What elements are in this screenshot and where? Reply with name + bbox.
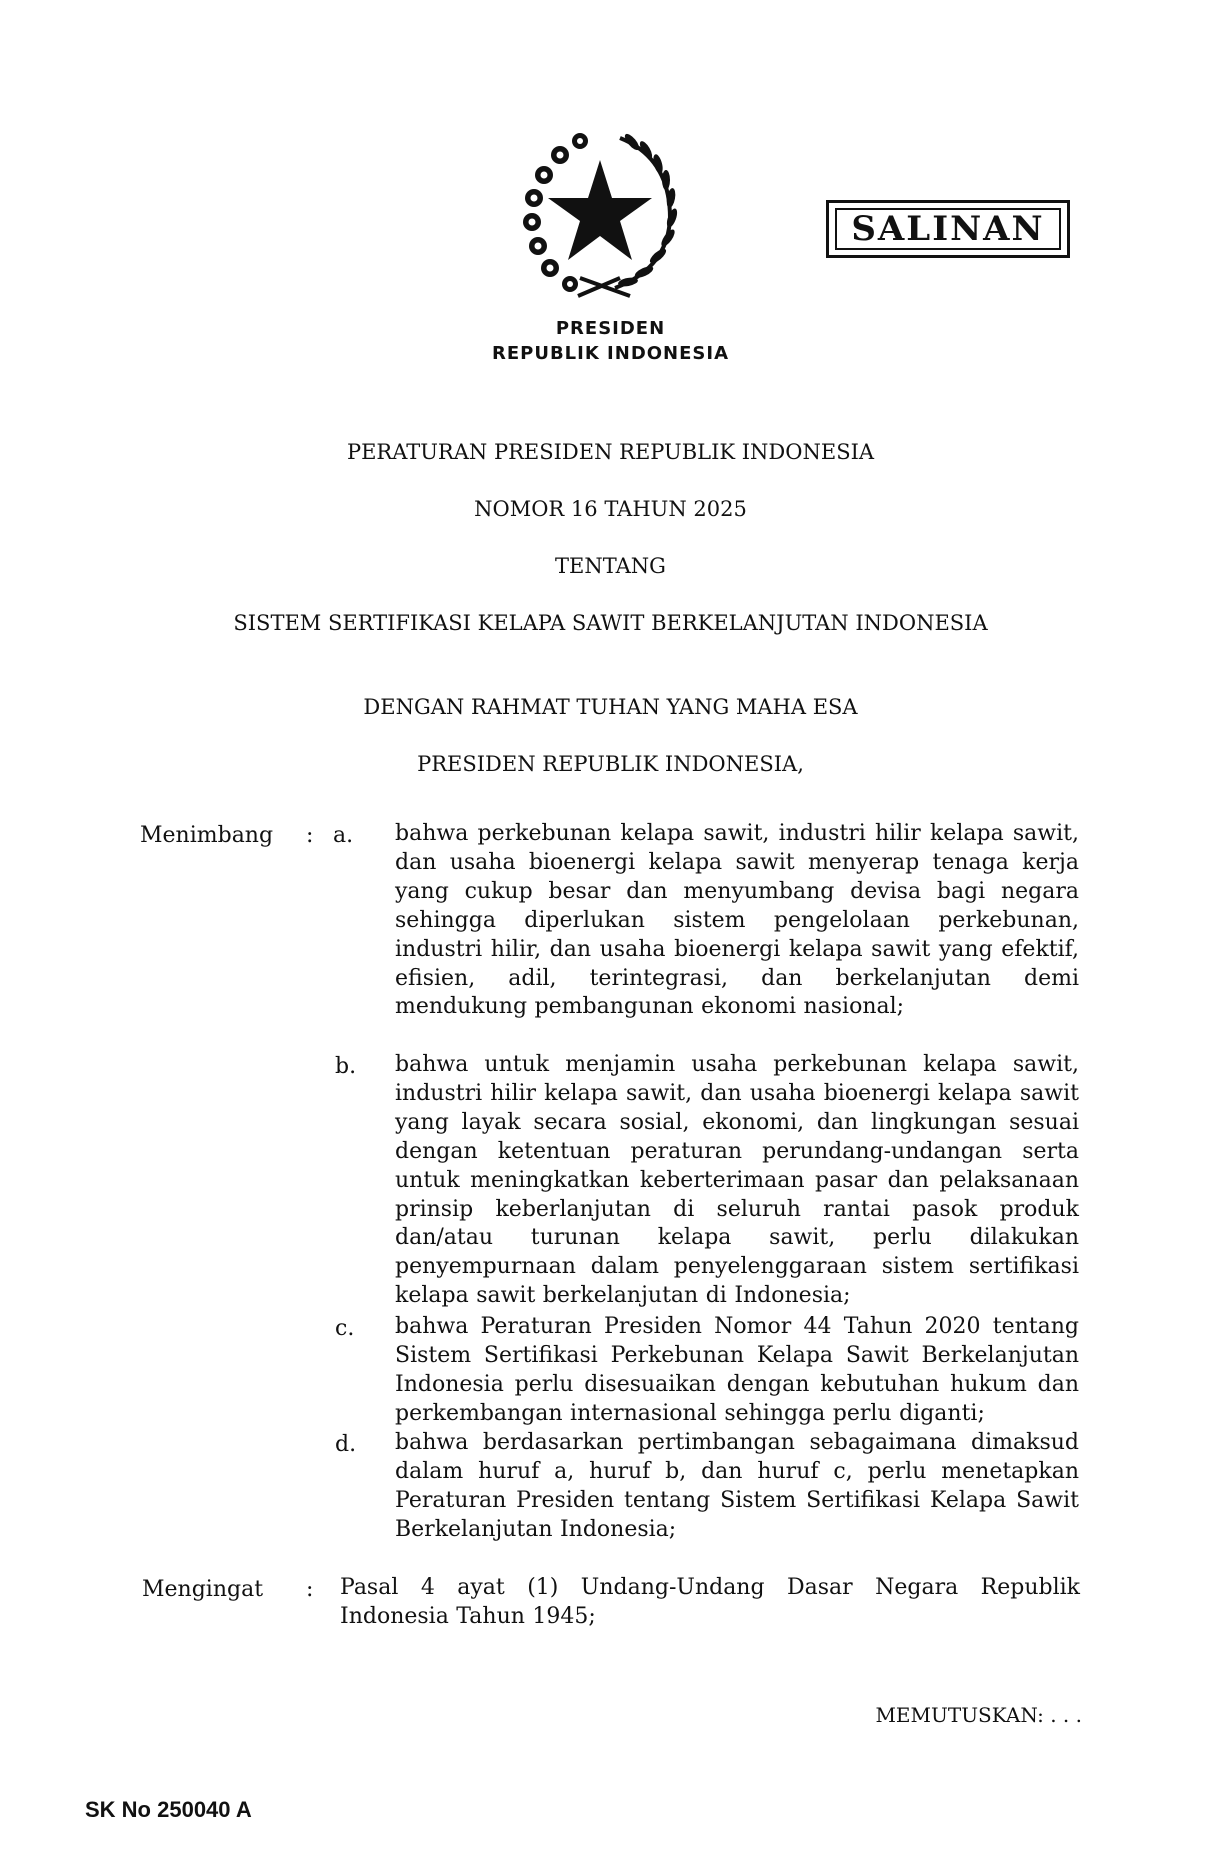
- item-b-text: bahwa untuk menjamin usaha perkebunan kelapa sawit, industri hilir kelapa sawit, dan usaha bioenergi kelapa sawit yang layak secara sosial, ekonomi, dan lingkungan sesuai dengan ketentuan peraturan perundang-undangan serta untuk meningkatkan keberterimaan pasar dan pelaksanaan prinsip keberlanjutan di seluruh rantai pasok produk dan/atau turunan kelapa sawit, perlu dilakukan penyempurnaan dalam penyelenggaraan sistem sertifikasi kelapa sawit berkelanjutan di Indonesia;: [395, 1052, 1079, 1309]
- mengingat-label: Mengingat: [142, 1577, 264, 1602]
- document-title: PERATURAN PRESIDEN REPUBLIK INDONESIA: [346, 440, 875, 464]
- item-a-letter: a.: [333, 823, 354, 848]
- continuation-marker: MEMUTUSKAN: . . .: [875, 1703, 1082, 1727]
- menimbang-label: Menimbang: [140, 823, 274, 848]
- divine-invocation: DENGAN RAHMAT TUHAN YANG MAHA ESA: [363, 695, 858, 719]
- seal-republik-indonesia: REPUBLIK INDONESIA: [491, 343, 730, 364]
- menimbang-colon: :: [306, 823, 314, 848]
- document-tentang: TENTANG: [555, 554, 666, 578]
- item-a-text: bahwa perkebunan kelapa sawit, industri hilir kelapa sawit, dan usaha bioenergi kelapa sawit menyerap tenaga kerja yang cukup besar dan menyumbang devisa bagi negara sehingga diperlukan sistem pengelolaan perkebunan, industri hilir, dan usaha bioenergi kelapa sawit yang efektif, efisien, adil, terintegrasi, dan berkelanjutan demi mendukung pembangunan ekonomi nasional;: [395, 821, 1079, 1020]
- presidential-emblem-icon: [520, 128, 680, 300]
- seal-presiden: PRESIDEN: [555, 318, 666, 339]
- item-c-text: bahwa Peraturan Presiden Nomor 44 Tahun 2020 tentang Sistem Sertifikasi Perkebunan Kelapa Sawit Berkelanjutan Indonesia perlu disesuaikan dengan kebutuhan hukum dan perkembangan internasional sehingga perlu diganti;: [395, 1314, 1079, 1426]
- document-number: NOMOR 16 TAHUN 2025: [474, 497, 747, 521]
- issuer-line: PRESIDEN REPUBLIK INDONESIA,: [417, 752, 804, 776]
- item-d-text: bahwa berdasarkan pertimbangan sebagaimana dimaksud dalam huruf a, huruf b, dan huruf c, perlu menetapkan Peraturan Presiden tentang Sistem Sertifikasi Kelapa Sawit Berkelanjutan Indonesia;: [395, 1430, 1079, 1542]
- sk-number: SK No 250040 A: [85, 1797, 252, 1822]
- salinan-stamp: [826, 200, 1070, 258]
- item-c-letter: c.: [335, 1316, 355, 1341]
- salinan-text: SALINAN: [851, 209, 1045, 249]
- item-b-letter: b.: [335, 1054, 357, 1079]
- mengingat-text: Pasal 4 ayat (1) Undang-Undang Dasar Negara Republik Indonesia Tahun 1945;: [340, 1575, 1080, 1629]
- document-subject: SISTEM SERTIFIKASI KELAPA SAWIT BERKELANJUTAN INDONESIA: [233, 611, 988, 635]
- mengingat-colon: :: [306, 1577, 314, 1602]
- item-d-letter: d.: [335, 1432, 357, 1457]
